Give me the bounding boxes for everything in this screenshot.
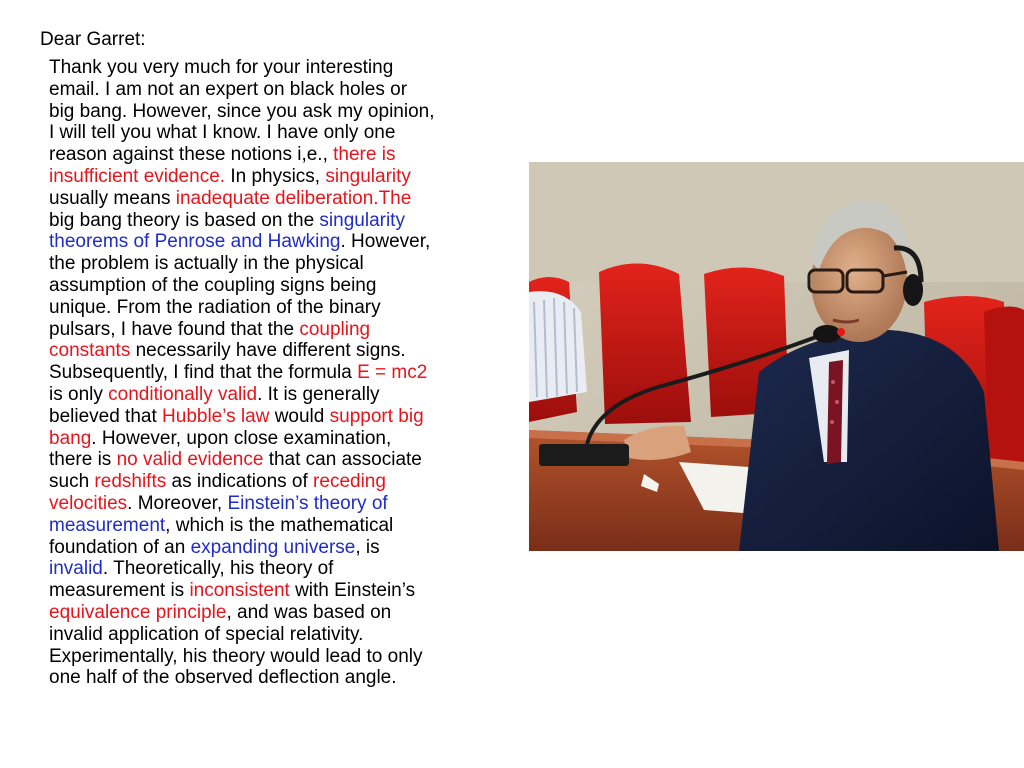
- highlight-red-text: inadequate deliberation.The: [175, 187, 412, 209]
- speaker-photo: [529, 162, 1024, 551]
- body-text: such: [49, 471, 95, 493]
- body-text: is only: [49, 383, 109, 405]
- body-text: usually means: [49, 187, 176, 209]
- highlight-red-text: equivalence principle: [49, 601, 227, 623]
- letter-line: [49, 275, 517, 297]
- highlight-red-text: no valid evidence: [116, 449, 264, 471]
- body-text: big bang. However, since you ask my opinion,: [49, 100, 435, 122]
- letter-line: [49, 144, 517, 166]
- body-text: one half of the observed deflection angle.: [49, 667, 397, 689]
- letter-line: [49, 188, 517, 210]
- letter-line: [49, 515, 517, 537]
- letter-line: [49, 319, 517, 341]
- body-text: . Moreover,: [127, 492, 228, 514]
- body-text: measurement is: [49, 580, 190, 602]
- letter-line: [49, 493, 517, 515]
- body-text: reason against these notions i,e.,: [49, 144, 334, 166]
- highlight-red-text: conditionally valid: [108, 383, 258, 405]
- highlight-red-text: support big: [329, 405, 424, 427]
- letter-line: [49, 210, 517, 232]
- letter-line: [49, 667, 517, 689]
- body-text: . Theoretically, his theory of: [102, 558, 334, 580]
- highlight-red-text: coupling: [299, 318, 371, 340]
- letter-line: [49, 602, 517, 624]
- body-text: big bang theory is based on the: [49, 209, 320, 231]
- letter-line: [49, 122, 517, 144]
- letter-body: [49, 57, 517, 689]
- letter-line: [49, 449, 517, 471]
- highlight-blue-text: invalid: [49, 558, 103, 580]
- body-text: unique. From the radiation of the binary: [49, 296, 381, 318]
- body-text: I will tell you what I know. I have only one: [49, 122, 396, 144]
- letter-line: [49, 79, 517, 101]
- body-text: invalid application of special relativity.: [49, 623, 364, 645]
- letter-line: [49, 253, 517, 275]
- body-text: , is: [355, 536, 380, 558]
- letter-line: [49, 57, 517, 79]
- highlight-blue-text: singularity: [319, 209, 405, 231]
- highlight-red-text: constants: [49, 340, 131, 362]
- body-text: . However,: [340, 231, 431, 253]
- letter-line: [49, 297, 517, 319]
- highlight-blue-text: expanding universe: [190, 536, 356, 558]
- highlight-red-text: redshifts: [94, 471, 167, 493]
- body-text: necessarily have different signs.: [130, 340, 406, 362]
- letter-line: [49, 558, 517, 580]
- highlight-blue-text: measurement: [49, 514, 166, 536]
- body-text: that can associate: [263, 449, 422, 471]
- letter-line: [49, 231, 517, 253]
- body-text: , which is the mathematical: [165, 514, 394, 536]
- body-text: In physics,: [225, 165, 326, 187]
- letter-line: [49, 166, 517, 188]
- highlight-red-text: there is: [333, 144, 396, 166]
- body-text: Experimentally, his theory would lead to only: [49, 645, 423, 667]
- letter-line: [49, 471, 517, 493]
- highlight-blue-text: theorems of Penrose and Hawking: [49, 231, 341, 253]
- body-text: there is: [49, 449, 117, 471]
- highlight-red-text: receding: [313, 471, 386, 493]
- body-text: with Einstein’s: [289, 580, 416, 602]
- body-text: Subsequently, I find that the formula: [49, 362, 358, 384]
- letter-line: [49, 340, 517, 362]
- body-text: email. I am not an expert on black holes or: [49, 78, 408, 100]
- letter-line: [49, 580, 517, 602]
- letter-line: [49, 537, 517, 559]
- body-text: assumption of the coupling signs being: [49, 274, 377, 296]
- body-text: , and was based on: [226, 601, 392, 623]
- letter-line: [49, 362, 517, 384]
- letter-line: [49, 384, 517, 406]
- highlight-red-text: inconsistent: [189, 580, 290, 602]
- highlight-red-text: bang: [49, 427, 92, 449]
- letter-line: [49, 101, 517, 123]
- body-text: would: [269, 405, 330, 427]
- body-text: . However, upon close examination,: [91, 427, 392, 449]
- body-text: pulsars, I have found that the: [49, 318, 300, 340]
- highlight-red-text: singularity: [325, 165, 411, 187]
- letter-line: [49, 624, 517, 646]
- highlight-blue-text: Einstein’s theory of: [227, 492, 388, 514]
- body-text: . It is generally: [257, 383, 380, 405]
- highlight-red-text: velocities: [49, 492, 128, 514]
- body-text: believed that: [49, 405, 163, 427]
- letter-line: [49, 646, 517, 668]
- highlight-red-text: insufficient evidence.: [49, 165, 226, 187]
- body-text: as indications of: [166, 471, 314, 493]
- letter-greeting: Dear Garret:: [40, 29, 146, 50]
- body-text: foundation of an: [49, 536, 191, 558]
- highlight-red-text: Hubble’s law: [162, 405, 270, 427]
- body-text: the problem is actually in the physical: [49, 253, 364, 275]
- body-text: Thank you very much for your interesting: [49, 57, 394, 78]
- letter-line: [49, 428, 517, 450]
- highlight-red-text: E = mc2: [357, 362, 428, 384]
- letter-line: [49, 406, 517, 428]
